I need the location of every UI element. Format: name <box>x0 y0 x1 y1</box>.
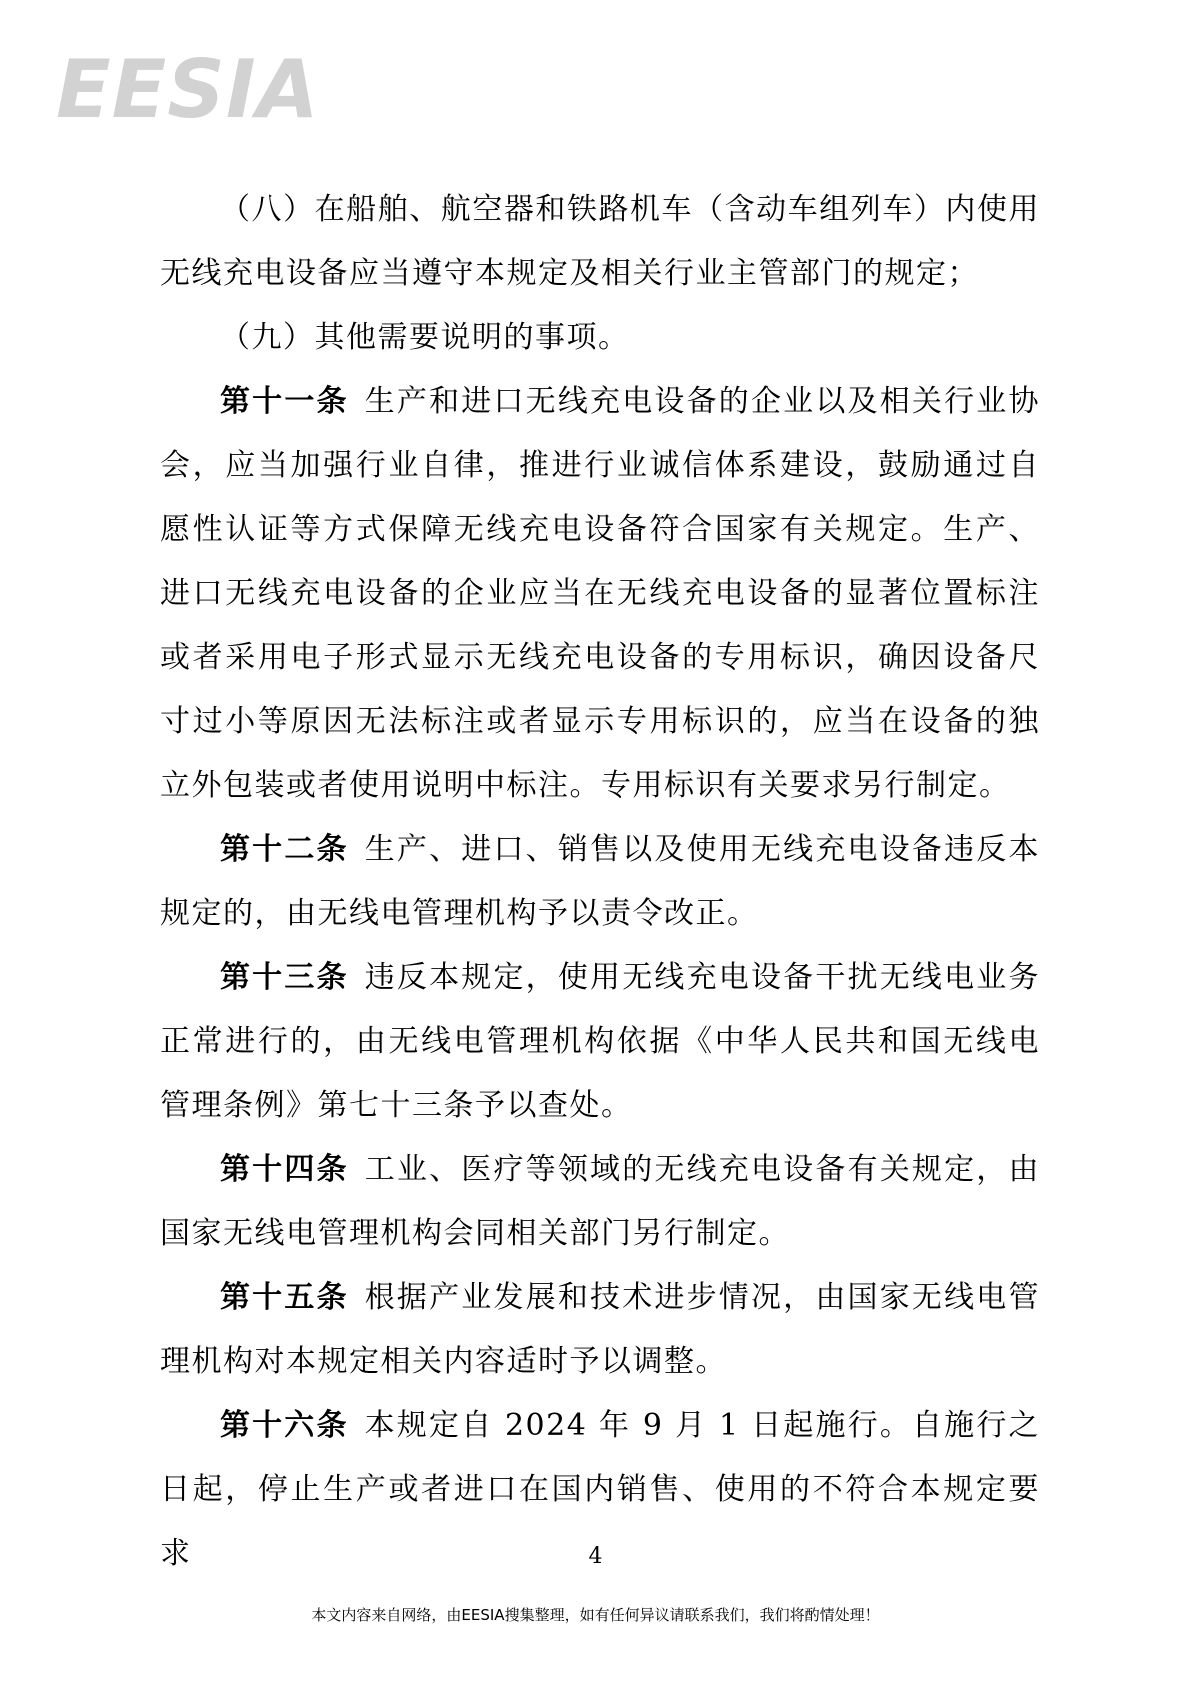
article-heading: 第十六条 <box>220 1408 349 1443</box>
paragraph-item-9 <box>160 306 1040 370</box>
article-heading: 第十三条 <box>220 960 349 995</box>
page-number: 4 <box>588 1544 603 1569</box>
article-text: 生产、进口、销售以及使用无线充电设备违反本规定的，由无线电管理机构予以责令改正。 <box>160 832 1040 931</box>
article-text: 根据产业发展和技术进步情况，由国家无线电管理机构对本规定相关内容适时予以调整。 <box>160 1280 1040 1379</box>
article-heading: 第十五条 <box>220 1280 349 1315</box>
article-heading: 第十一条 <box>220 384 349 419</box>
article-text: 工业、医疗等领域的无线充电设备有关规定，由国家无线电管理机构会同相关部门另行制定。 <box>160 1152 1040 1251</box>
article-15 <box>160 1266 1040 1394</box>
article-text: 违反本规定，使用无线充电设备干扰无线电业务正常进行的，由无线电管理机构依据《中华人民共和国无线电管理条例》第七十三条予以查处。 <box>160 960 1040 1123</box>
article-text: 本规定自 2024 年 9 月 1 日起施行。自施行之日起，停止生产或者进口在国内销售、使用的不符合本规定要求 <box>160 1408 1040 1571</box>
article-13 <box>160 946 1040 1138</box>
paragraph-item-8 <box>160 178 1040 306</box>
article-12 <box>160 818 1040 946</box>
paragraph-text: （八）在船舶、航空器和铁路机车（含动车组列车）内使用无线充电设备应当遵守本规定及相关行业主管部门的规定； <box>160 192 1040 291</box>
footer-note: 本文内容来自网络，由EESIA搜集整理，如有任何异议请联系我们，我们将酌情处理！ <box>311 1606 880 1624</box>
article-heading: 第十四条 <box>220 1152 349 1187</box>
eesia-logo: EESIA <box>56 43 320 136</box>
article-heading: 第十二条 <box>220 832 349 867</box>
article-14 <box>160 1138 1040 1266</box>
paragraph-text: （九）其他需要说明的事项。 <box>220 320 630 355</box>
article-text: 生产和进口无线充电设备的企业以及相关行业协会，应当加强行业自律，推进行业诚信体系建设，鼓励通过自愿性认证等方式保障无线充电设备符合国家有关规定。生产、进口无线充电设备的企业应当在无线充电设备的显著位置标注或者采用电子形式显示无线充电设备的专用标识，确因设备尺寸过小等原因无法标注或者显示专用标识的，应当在设备的独立外包装或者使用说明中标注。专用标识有关要求另行制定。 <box>160 384 1040 803</box>
document-body <box>160 178 1040 1586</box>
article-11 <box>160 370 1040 818</box>
